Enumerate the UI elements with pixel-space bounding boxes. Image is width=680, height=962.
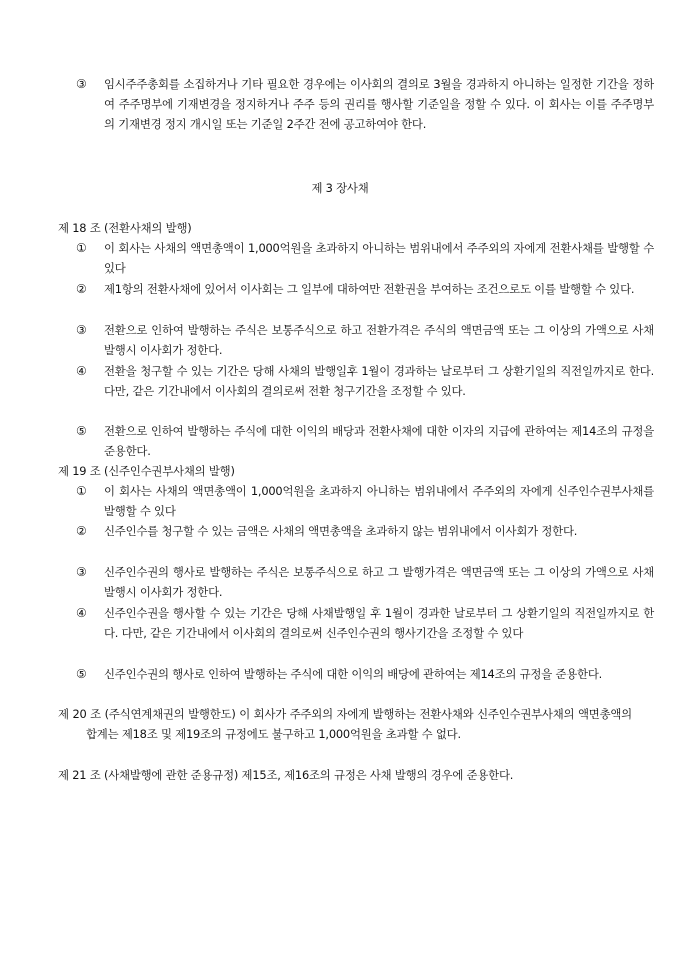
article-21: 제 21 조 (사채발행에 관한 준용규정) 제15조, 제16조의 규정은 사채 발행의 경우에 준용한다. (58, 768, 514, 782)
item-number: ③ (76, 323, 87, 337)
item-number: ① (76, 241, 87, 255)
item-text: 신주인수를 청구할 수 있는 금액은 사채의 액면총액을 초과하지 않는 범위내에서 이사회가 정한다. (104, 524, 578, 538)
chapter-heading: 제 3 장사채 (311, 181, 369, 195)
article-19-item-2 (76, 521, 654, 541)
item-text: 제1항의 전환사채에 있어서 이사회는 그 일부에 대하여만 전환권을 부여하는 조건으로도 이를 발행할 수 있다. (104, 282, 635, 296)
article-19-item-4 (76, 603, 654, 643)
item-number: ② (76, 282, 87, 296)
article-19-title: 제 19 조 (신주인수권부사채의 발행) (58, 464, 235, 478)
item-text: 이 회사는 사채의 액면총액이 1,000억원을 초과하지 아니하는 범위내에서 주주외의 자에게 신주인수권부사채를 발행할 수 있다 (104, 484, 654, 518)
article-18-item-3 (76, 320, 654, 360)
article-18-item-5 (76, 421, 654, 461)
item-text: 신주인수권의 행사로 인하여 발행하는 주식에 대한 이익의 배당에 관하여는 제14조의 규정을 준용한다. (104, 667, 603, 681)
item-text: 이 회사는 사채의 액면총액이 1,000억원을 초과하지 아니하는 범위내에서 주주외의 자에게 전환사채를 발행할 수 있다 (104, 241, 654, 275)
article-19-item-5 (76, 664, 654, 684)
article-18-item-4 (76, 361, 654, 401)
item-text: 임시주주총회를 소집하거나 기타 필요한 경우에는 이사회의 결의로 3월을 경과하지 아니하는 일정한 기간을 정하여 주주명부에 기재변경을 정지하거나 주주 등의 권리를 행사할 기준일을 정할 수 있다. 이 회사는 이를 주주명부의 기재변경 정지 개시일 또는 기준일 2주간 전에 공고하여야 한다. (104, 77, 654, 131)
article-19-item-1 (76, 481, 654, 521)
item-number: ④ (76, 364, 87, 378)
item-text: 전환으로 인하여 발행하는 주식에 대한 이익의 배당과 전환사채에 대한 이자의 지급에 관하여는 제14조의 규정을 준용한다. (104, 424, 654, 458)
item-number: ⑤ (76, 424, 87, 438)
item-text: 전환을 청구할 수 있는 기간은 당해 사채의 발행일후 1월이 경과하는 날로부터 그 상환기일의 직전일까지로 한다. 다만, 같은 기간내에서 이사회의 결의로써 전환 청구기간을 조정할 수 있다. (104, 364, 654, 398)
item-text: 전환으로 인하여 발행하는 주식은 보통주식으로 하고 전환가격은 주식의 액면금액 또는 그 이상의 가액으로 사채발행시 이사회가 정한다. (104, 323, 654, 357)
item-number: ① (76, 484, 87, 498)
item-number: ③ (76, 565, 87, 579)
item-number: ② (76, 524, 87, 538)
item-text: 신주인수권의 행사로 발행하는 주식은 보통주식으로 하고 그 발행가격은 액면금액 또는 그 이상의 가액으로 사채발행시 이사회가 정한다. (104, 565, 654, 599)
article-18-item-2 (76, 279, 654, 299)
article-20: 제 20 조 (주식연계채권의 발행한도) 이 회사가 주주외의 자에게 발행하는 전환사채와 신주인수권부사채의 액면총액의 합계는 제18조 및 제19조의 규정에도 불구하고 1,000억원을 초과할 수 없다. (58, 707, 632, 741)
list-item (76, 74, 654, 134)
article-18-item-1 (76, 238, 654, 278)
article-18-title: 제 18 조 (전환사채의 발행) (58, 221, 192, 235)
item-number: ⑤ (76, 667, 87, 681)
item-number: ④ (76, 606, 87, 620)
article-19-item-3 (76, 562, 654, 602)
item-text: 신주인수권을 행사할 수 있는 기간은 당해 사채발행일 후 1월이 경과한 날로부터 그 상환기일의 직전일까지로 한다. 다만, 같은 기간내에서 이사회의 결의로써 신주인수권의 행사기간을 조정할 수 있다 (104, 606, 654, 640)
item-number: ③ (76, 77, 87, 91)
